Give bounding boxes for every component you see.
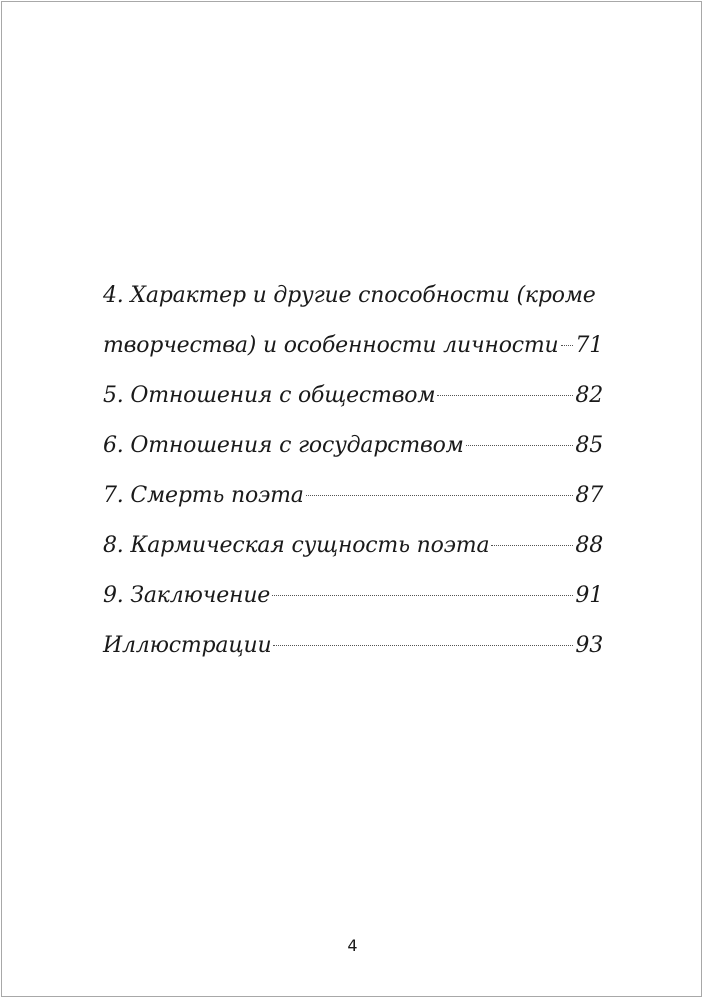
toc-entry-4-line-1 [103,271,603,321]
dot-leader [491,545,573,546]
toc-entry-title: творчества) и особенности личности [103,333,559,358]
page-number: 4 [347,936,358,955]
document-page [1,1,702,997]
toc-entry-7 [103,471,603,521]
toc-entry-6 [103,421,603,471]
toc-entry-page: 85 [575,433,603,458]
dot-leader [437,395,573,396]
dot-leader [306,495,574,496]
dot-leader [561,345,574,346]
table-of-contents [103,271,603,671]
toc-entry-5 [103,371,603,421]
toc-entry-9 [103,571,603,621]
toc-entry-title: 8. Кармическая сущность поэта [103,533,490,558]
toc-entry-title: 7. Смерть поэта [103,483,304,508]
toc-entry-title: Иллюстрации [103,633,272,658]
toc-entry-title: 5. Отношения с обществом [103,383,436,408]
dot-leader [466,445,574,446]
dot-leader [272,595,573,596]
toc-entry-page: 91 [575,583,603,608]
toc-entry-title: 9. Заключение [103,583,271,608]
toc-entry-page: 82 [575,383,603,408]
toc-entry-title: 4. Характер и другие способности (кроме [103,283,596,308]
dot-leader [273,645,573,646]
toc-entry-page: 87 [575,483,603,508]
toc-entry-illustrations [103,621,603,671]
toc-entry-page: 93 [575,633,603,658]
toc-entry-4-line-2 [103,321,603,371]
toc-entry-page: 71 [575,333,603,358]
toc-entry-title: 6. Отношения с государством [103,433,464,458]
toc-entry-page: 88 [575,533,603,558]
toc-entry-8 [103,521,603,571]
